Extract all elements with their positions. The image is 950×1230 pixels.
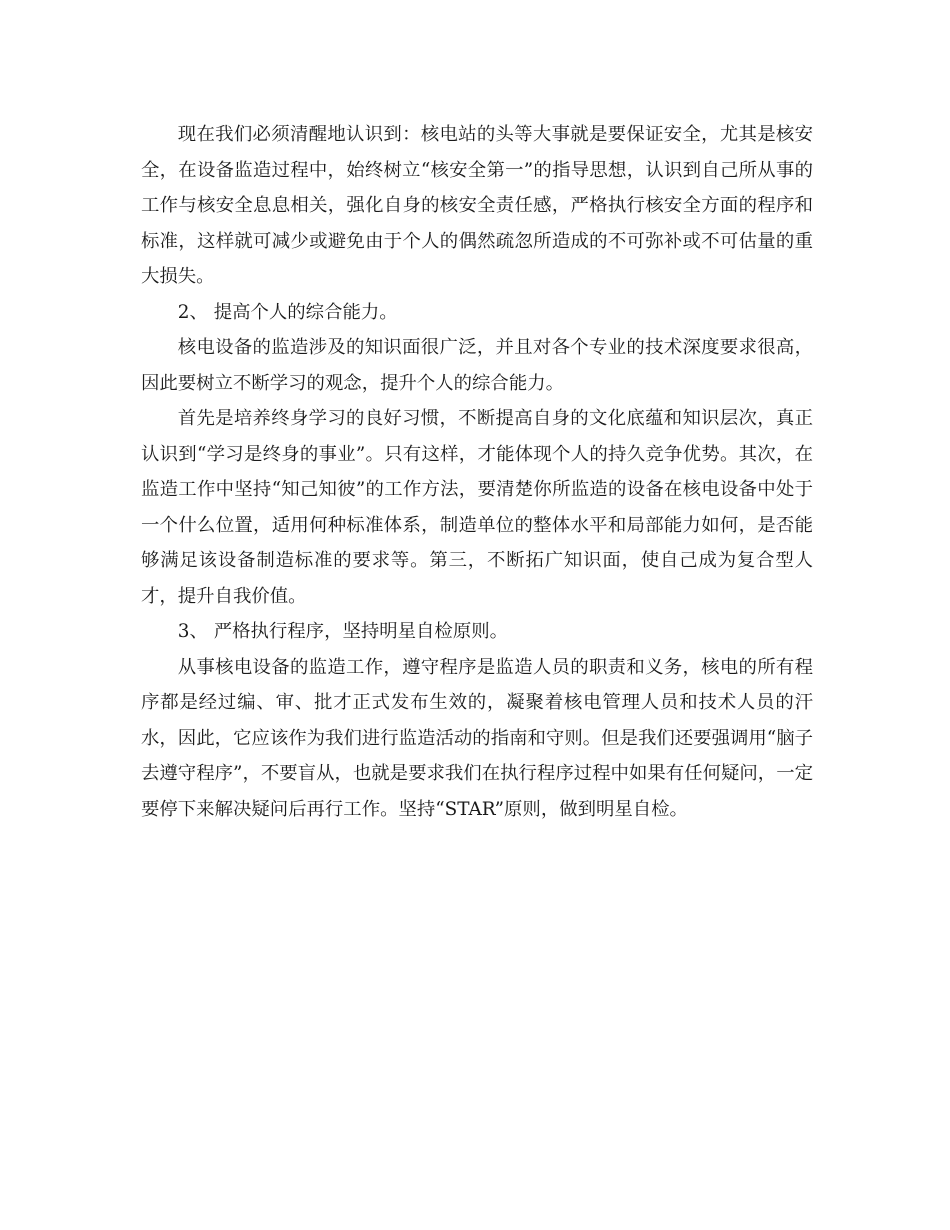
document-body <box>141 117 813 827</box>
paragraph-knowledge-scope: 核电设备的监造涉及的知识面很广泛，并且对各个专业的技术深度要求很高，因此要树立不断学习的观念，提升个人的综合能力。 <box>141 337 813 394</box>
section-heading-2: 2、 提高个人的综合能力。 <box>177 301 398 323</box>
paragraph-nuclear-safety: 现在我们必须清醒地认识到：核电站的头等大事就是要保证安全，尤其是核安全，在设备监造过程中，始终树立“核安全第一”的指导思想，认识到自己所从事的工作与核安全息息相关，强化自身的核安全责任感，严格执行核安全方面的程序和标准，这样就可减少或避免由于个人的偶然疏忽所造成的不可弥补或不可估量的重大损失。 <box>141 124 813 287</box>
paragraph-lifelong-learning: 首先是培养终身学习的良好习惯，不断提高自身的文化底蕴和知识层次，真正认识到“学习是终身的事业”。只有这样，才能体现个人的持久竞争优势。其次，在监造工作中坚持“知己知彼”的工作方法，要清楚你所监造的设备在核电设备中处于一个什么位置，适用何种标准体系，制造单位的整体水平和局部能力如何，是否能够满足该设备制造标准的要求等。第三，不断拓广知识面，使自己成为复合型人才，提升自我价值。 <box>141 408 813 607</box>
paragraph-follow-procedures: 从事核电设备的监造工作，遵守程序是监造人员的职责和义务，核电的所有程序都是经过编、审、批才正式发布生效的，凝聚着核电管理人员和技术人员的汗水，因此，它应该作为我们进行监造活动的指南和守则。但是我们还要强调用“脑子去遵守程序”，不要盲从，也就是要求我们在执行程序过程中如果有任何疑问，一定要停下来解决疑问后再行工作。坚持“STAR”原则，做到明星自检。 <box>141 656 813 820</box>
section-heading-3: 3、 严格执行程序，坚持明星自检原则。 <box>177 621 508 642</box>
